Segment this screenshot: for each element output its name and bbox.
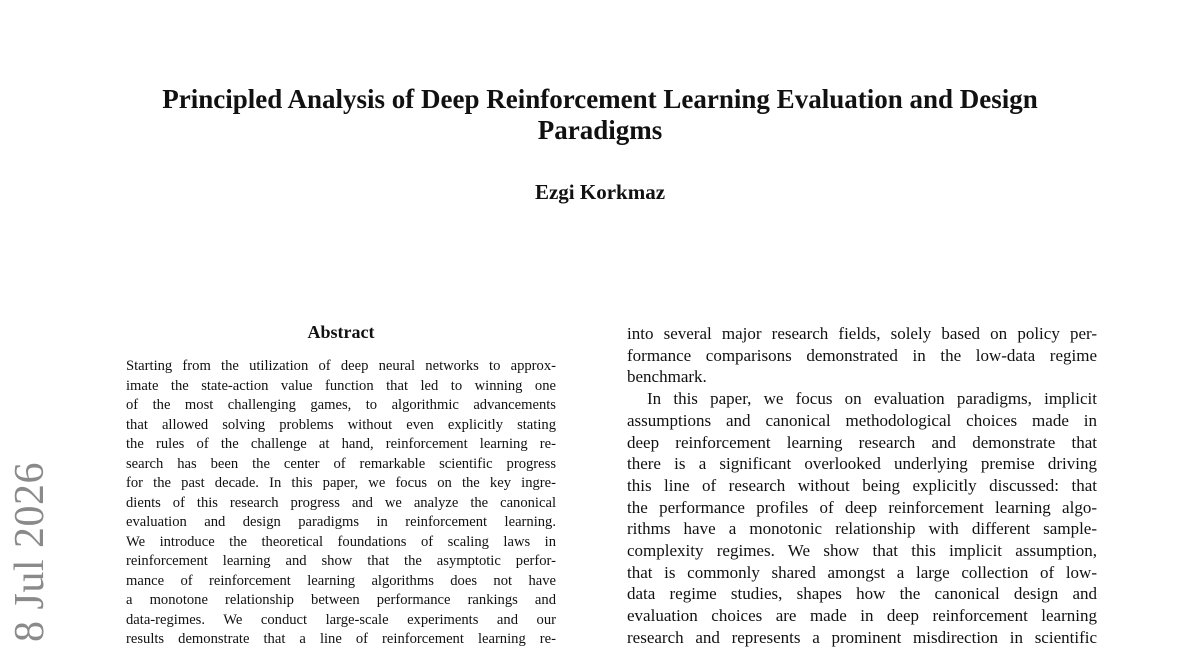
body-line: data regime studies, shapes how the canonical design and xyxy=(627,584,1097,604)
abstract-line: mance of reinforcement learning algorithms does not have xyxy=(126,572,556,589)
body-line: assumptions and canonical methodological choices made in xyxy=(627,410,1097,430)
body-line: this line of research without being explicitly discussed: that xyxy=(627,475,1097,495)
body-line: the performance profiles of deep reinforcement learning algo- xyxy=(627,497,1097,517)
abstract-line: data-regimes. We conduct large-scale experiments and our xyxy=(126,611,556,628)
body-line: deep reinforcement learning research and demonstrate that xyxy=(627,432,1097,452)
body-line: into several major research fields, solely based on policy per- xyxy=(627,324,1097,343)
abstract-line: for the past decade. In this paper, we focus on the key ingre- xyxy=(126,475,556,491)
body-line: evaluation choices are made in deep reinforcement learning xyxy=(627,606,1097,626)
abstract-line: reinforcement learning and show that the asymptotic perfor- xyxy=(126,553,556,569)
body-line: rithms have a monotonic relationship with different sample- xyxy=(627,519,1097,539)
paper-title xyxy=(100,84,1100,146)
abstract-line: a monotone relationship between performance rankings and xyxy=(126,592,556,608)
abstract-line: the rules of the challenge at hand, reinforcement learning re- xyxy=(126,436,556,452)
abstract-line: of the most challenging games, to algorithmic advancements xyxy=(126,397,556,413)
body-line: research and represents a prominent misdirection in scientific xyxy=(627,627,1097,647)
paper-author: Ezgi Korkmaz xyxy=(534,180,666,204)
arxiv-date-stamp: 8 Jul 2026 xyxy=(7,461,53,642)
paper-title-line: Principled Analysis of Deep Reinforcement Learning Evaluation and Design xyxy=(162,84,1038,114)
body-line: there is a significant overlooked underlying premise driving xyxy=(627,454,1097,474)
abstract-line: search has been the center of remarkable scientific progress xyxy=(126,455,556,472)
paper-title-line: Paradigms xyxy=(537,115,663,145)
abstract-body xyxy=(126,357,556,648)
body-line: complexity regimes. We show that this implicit assumption, xyxy=(627,541,1097,561)
abstract-heading: Abstract xyxy=(307,322,375,342)
abstract-line: that allowed solving problems without even explicitly stating xyxy=(126,416,556,433)
body-line: In this paper, we focus on evaluation paradigms, implicit xyxy=(647,389,1097,409)
abstract-line: imate the state-action value function that led to winning one xyxy=(126,377,556,394)
abstract-line: Starting from the utilization of deep neural networks to approx- xyxy=(126,358,556,374)
body-text-column xyxy=(627,323,1097,648)
body-line: benchmark. xyxy=(627,367,707,387)
abstract-line: evaluation and design paradigms in reinforcement learning. xyxy=(126,514,556,530)
abstract-line: We introduce the theoretical foundations of scaling laws in xyxy=(126,533,556,550)
body-line: that is commonly shared amongst a large collection of low- xyxy=(627,562,1097,582)
body-line: formance comparisons demonstrated in the low-data regime xyxy=(627,345,1097,365)
abstract-line: dients of this research progress and we analyze the canonical xyxy=(126,494,556,511)
abstract-line: results demonstrate that a line of reinforcement learning re- xyxy=(126,631,556,647)
